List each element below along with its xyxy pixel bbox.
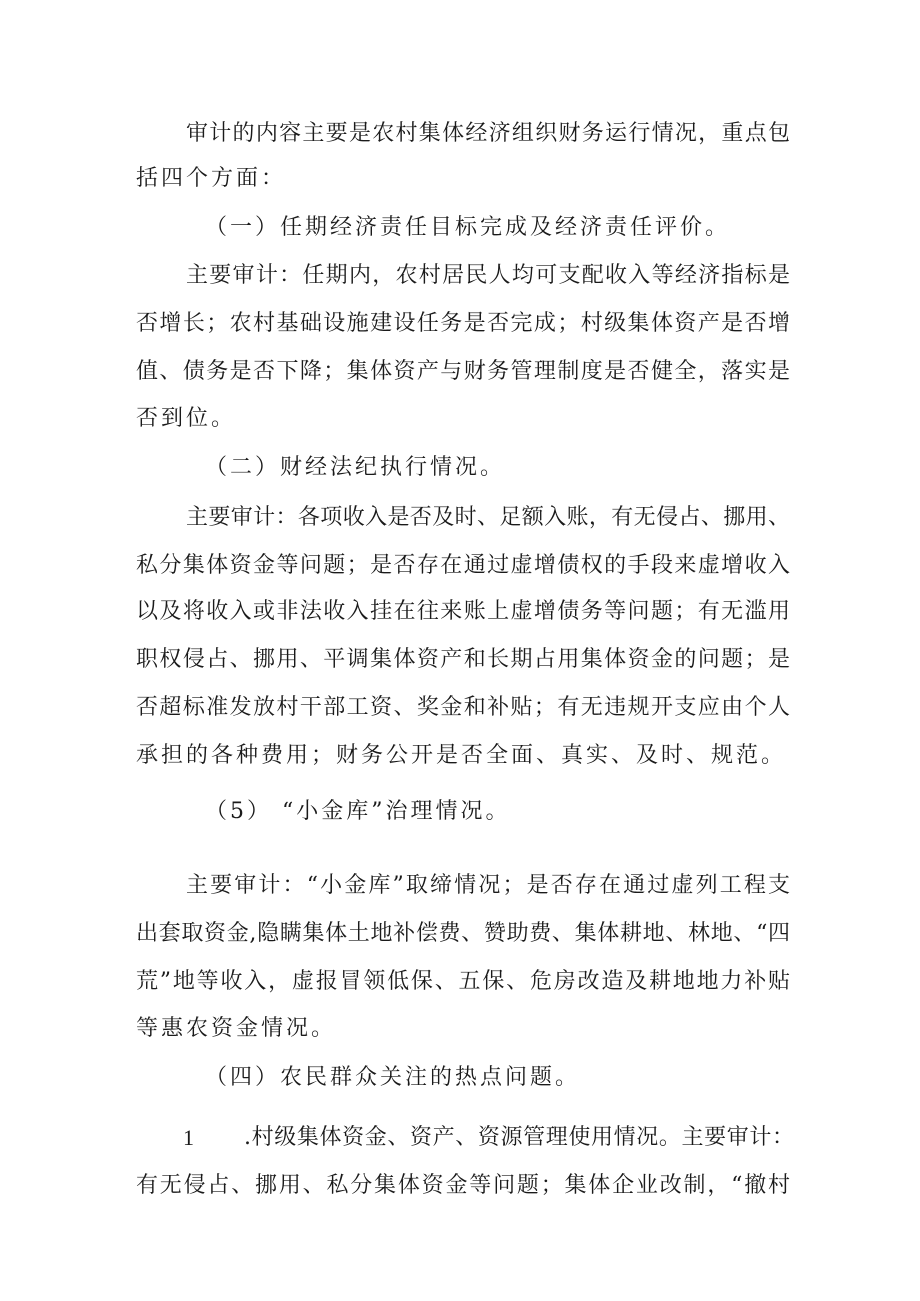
paragraph-intro-line-1: 审计的内容主要是农村集体经济组织财务运行情况，重点包 [186,121,790,146]
paragraph-1-line-2: 否增长；农村基础设施建设任务是否完成；村级集体资产是否增 [136,311,790,336]
paragraph-2-line-1: 主要审计：各项收入是否及时、足额入账，有无侵占、挪用、 [186,505,790,530]
paragraph-3-line-4: 等惠农资金情况。 [136,1016,337,1041]
paragraph-2-line-2: 私分集体资金等问题；是否存在通过虚增债权的手段来虚增收入 [136,553,790,578]
section-heading-1: （一）任期经济责任目标完成及经济责任评价。 [205,215,731,240]
list-item-1-line-1: .村级集体资金、资产、资源管理使用情况。主要审计： [244,1125,794,1150]
paragraph-2-line-4: 职权侵占、挪用、平调集体资产和长期占用集体资金的问题；是 [136,647,790,672]
list-item-1-line-2: 有无侵占、挪用、私分集体资金等问题；集体企业改制，“撤村 [136,1173,790,1198]
paragraph-2-line-5: 否超标准发放村干部工资、奖金和补贴；有无违规开支应由个人 [136,695,790,720]
paragraph-1-line-1: 主要审计：任期内，农村居民人均可支配收入等经济指标是 [186,263,790,288]
paragraph-3-line-3: 荒”地等收入，虚报冒领低保、五保、危房改造及耕地地力补贴 [136,969,790,994]
paragraph-3-line-1: 主要审计：“小金库”取缔情况；是否存在通过虚列工程支 [186,873,790,898]
paragraph-2-line-3: 以及将收入或非法收入挂在往来账上虚增债务等问题；有无滥用 [136,599,790,624]
list-item-number: 1 [183,1125,194,1150]
paragraph-1-line-3: 值、债务是否下降；集体资产与财务管理制度是否健全，落实是 [136,359,790,384]
paragraph-2-line-6: 承担的各种费用；财务公开是否全面、真实、及时、规范。 [136,743,787,768]
paragraph-3-line-2: 出套取资金,隐瞒集体土地补偿费、赞助费、集体耕地、林地、“四 [136,921,790,946]
section-heading-2: （二）财经法纪执行情况。 [205,455,506,480]
paragraph-1-line-4: 否到位。 [136,406,237,431]
section-heading-3: （5） “小金库”治理情况。 [205,799,511,824]
paragraph-intro-line-2: 括四个方面： [136,166,287,191]
section-heading-4: （四）农民群众关注的热点问题。 [205,1065,581,1090]
